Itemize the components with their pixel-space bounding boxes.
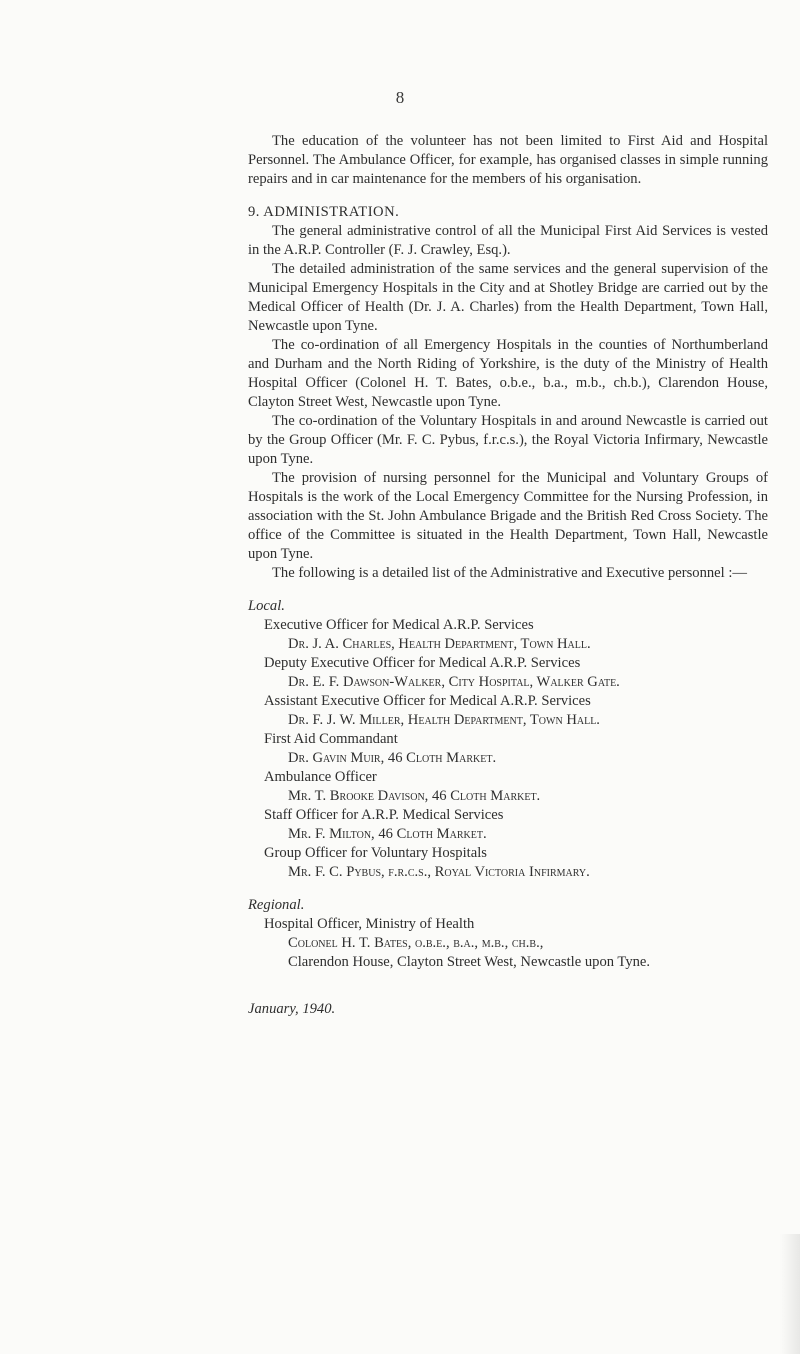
regional-person: Colonel H. T. Bates, o.b.e., b.a., m.b., ch.b.,: [288, 935, 544, 951]
local-heading: Local.: [248, 598, 285, 614]
local-list: [248, 616, 768, 882]
paragraph-following: The following is a detailed list of the Administrative and Executive personnel :—: [272, 565, 747, 581]
local-person: Dr. J. A. Charles, Health Department, Town Hall.: [288, 636, 591, 652]
intro-paragraph: The education of the volunteer has not been limited to First Aid and Hospital Personnel. The Ambulance Officer, for example, has organised classes in simple running repairs and in car maintenance for the members of his organisation.: [248, 133, 768, 187]
local-role: First Aid Commandant: [264, 731, 398, 747]
paragraph-nursing: The provision of nursing personnel for the Municipal and Voluntary Groups of Hospitals is the work of the Local Emergency Committee for the Nursing Profession, in association with the St. John Ambulance Brigade and the British Red Cross Society. The office of the Committee is situated in the Health Department, Town Hall, Newcastle upon Tyne.: [248, 470, 768, 562]
page-number: 8: [395, 88, 405, 107]
local-role: Assistant Executive Officer for Medical A.R.P. Services: [264, 693, 591, 709]
local-role: Deputy Executive Officer for Medical A.R.P. Services: [264, 655, 581, 671]
regional-role: Hospital Officer, Ministry of Health: [264, 916, 475, 932]
local-role: Ambulance Officer: [264, 769, 377, 785]
page-edge-shadow: [780, 1234, 800, 1354]
date-line: January, 1940.: [248, 1001, 336, 1017]
local-person: Mr. F. C. Pybus, f.r.c.s., Royal Victoria Infirmary.: [288, 864, 590, 880]
local-person: Dr. F. J. W. Miller, Health Department, Town Hall.: [288, 712, 600, 728]
local-person: Dr. Gavin Muir, 46 Cloth Market.: [288, 750, 497, 766]
regional-heading: Regional.: [248, 897, 305, 913]
paragraph-detailed-admin: The detailed administration of the same services and the general supervision of the Municipal Emergency Hospitals in the City and at Shotley Bridge are carried out by the Medical Officer of Health (Dr. J. A. Charles) from the Health Department, Town Hall, Newcastle upon Tyne.: [248, 261, 768, 334]
local-person: Mr. F. Milton, 46 Cloth Market.: [288, 826, 487, 842]
paragraph-control: The general administrative control of all the Municipal First Aid Services is vested in the A.R.P. Controller (F. J. Crawley, Esq.).: [248, 223, 768, 258]
local-role: Group Officer for Voluntary Hospitals: [264, 845, 487, 861]
local-role: Executive Officer for Medical A.R.P. Services: [264, 617, 534, 633]
local-person: Dr. E. F. Dawson-Walker, City Hospital, Walker Gate.: [288, 674, 620, 690]
local-person: Mr. T. Brooke Davison, 46 Cloth Market.: [288, 788, 541, 804]
paragraph-coordination-emergency: The co-ordination of all Emergency Hospitals in the counties of Northumberland and Durham and the North Riding of Yorkshire, is the duty of the Ministry of Health Hospital Officer (Colonel H. T. Bates, o.b.e., b.a., m.b., ch.b.), Clarendon House, Clayton Street West, Newcastle upon Tyne.: [248, 337, 768, 410]
regional-address: Clarendon House, Clayton Street West, Newcastle upon Tyne.: [288, 954, 651, 970]
local-role: Staff Officer for A.R.P. Medical Services: [264, 807, 504, 823]
body-text: [248, 132, 768, 1019]
paragraph-coordination-voluntary: The co-ordination of the Voluntary Hospitals in and around Newcastle is carried out by the Group Officer (Mr. F. C. Pybus, f.r.c.s.), the Royal Victoria Infirmary, Newcastle upon Tyne.: [248, 413, 768, 467]
section-heading: 9. ADMINISTRATION.: [248, 204, 400, 220]
